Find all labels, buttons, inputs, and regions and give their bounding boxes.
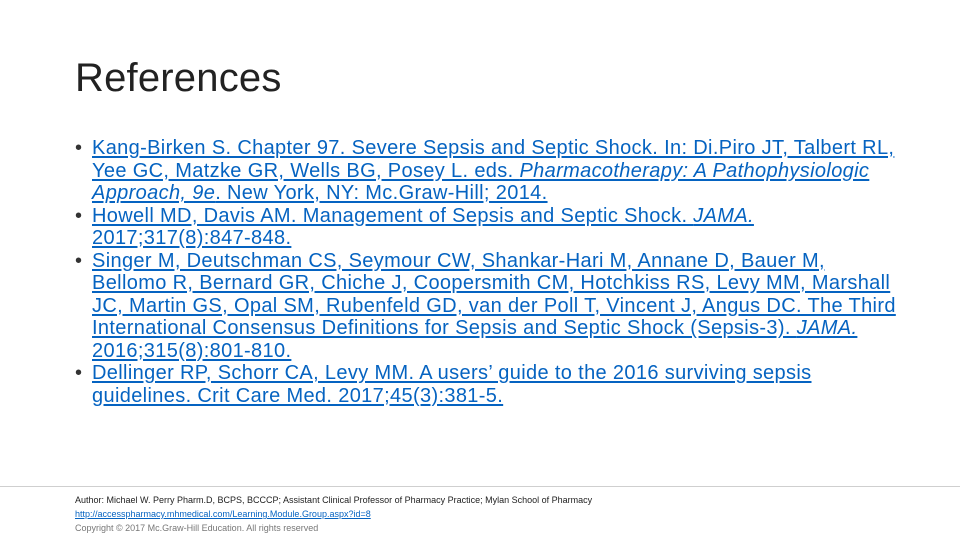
reference-link[interactable] bbox=[92, 250, 896, 362]
footer bbox=[75, 493, 592, 535]
slide-title: References bbox=[75, 56, 282, 100]
reference-text: Singer M, Deutschman CS, Seymour CW, Shankar-Hari M, Annane D, Bauer M, Bellomo R, Bernard GR, Chiche J, Coopersmith CM, Hotchkiss RS, Levy MM, Marshall JC, Martin GS, Opal SM, Rubenfeld GD, van der Poll T, Vincent J, Angus DC. The Third International Consensus Definitions for Sepsis and Septic Shock (Sepsis-3). bbox=[92, 249, 896, 339]
reference-item bbox=[75, 205, 905, 250]
reference-link[interactable] bbox=[92, 137, 894, 204]
reference-text-end: 2017;317(8):847-848. bbox=[92, 227, 292, 249]
reference-text-end: . New York, NY: Mc.Graw-Hill; 2014. bbox=[215, 182, 548, 204]
footer-divider bbox=[0, 486, 960, 487]
reference-item bbox=[75, 250, 905, 363]
reference-link[interactable] bbox=[92, 205, 754, 250]
footer-copyright: Copyright © 2017 Mc.Graw-Hill Education. All rights reserved bbox=[75, 523, 319, 533]
reference-italic-text: JAMA. bbox=[693, 204, 754, 227]
reference-text-end: 2016;315(8):801-810. bbox=[92, 339, 292, 362]
reference-item bbox=[75, 137, 905, 205]
reference-link[interactable] bbox=[92, 362, 812, 407]
bullet-icon: • bbox=[75, 362, 83, 384]
footer-author: Author: Michael W. Perry Pharm.D, BCPS, BCCCP; Assistant Clinical Professor of Pharmacy Practice; Mylan School of Pharmacy bbox=[75, 495, 593, 505]
bullet-icon: • bbox=[75, 204, 83, 227]
reference-text: Kang-Birken S. Chapter 97. Severe Sepsis and Septic Shock. In: Di.Piro JT, Talbert RL, Yee GC, Matzke GR, Wells BG, Posey L. eds. bbox=[92, 137, 895, 182]
reference-text: Howell MD, Davis AM. Management of Sepsis and Septic Shock. bbox=[92, 204, 694, 227]
bullet-icon: • bbox=[75, 249, 83, 272]
reference-text: Dellinger RP, Schorr CA, Levy MM. A users’ guide to the 2016 surviving sepsis guidelines. Crit Care Med. 2017;45(3):381-5. bbox=[92, 362, 812, 407]
footer-url-link[interactable]: http://accesspharmacy.mhmedical.com/Learning.Module.Group.aspx?id=8 bbox=[75, 509, 371, 519]
reference-item bbox=[75, 362, 905, 407]
reference-italic-text: Pharmacotherapy: A Pathophysiologic Approach, 9e bbox=[92, 159, 870, 204]
reference-list bbox=[75, 137, 905, 407]
bullet-icon: • bbox=[75, 137, 83, 159]
reference-italic-text: JAMA. bbox=[796, 317, 858, 339]
